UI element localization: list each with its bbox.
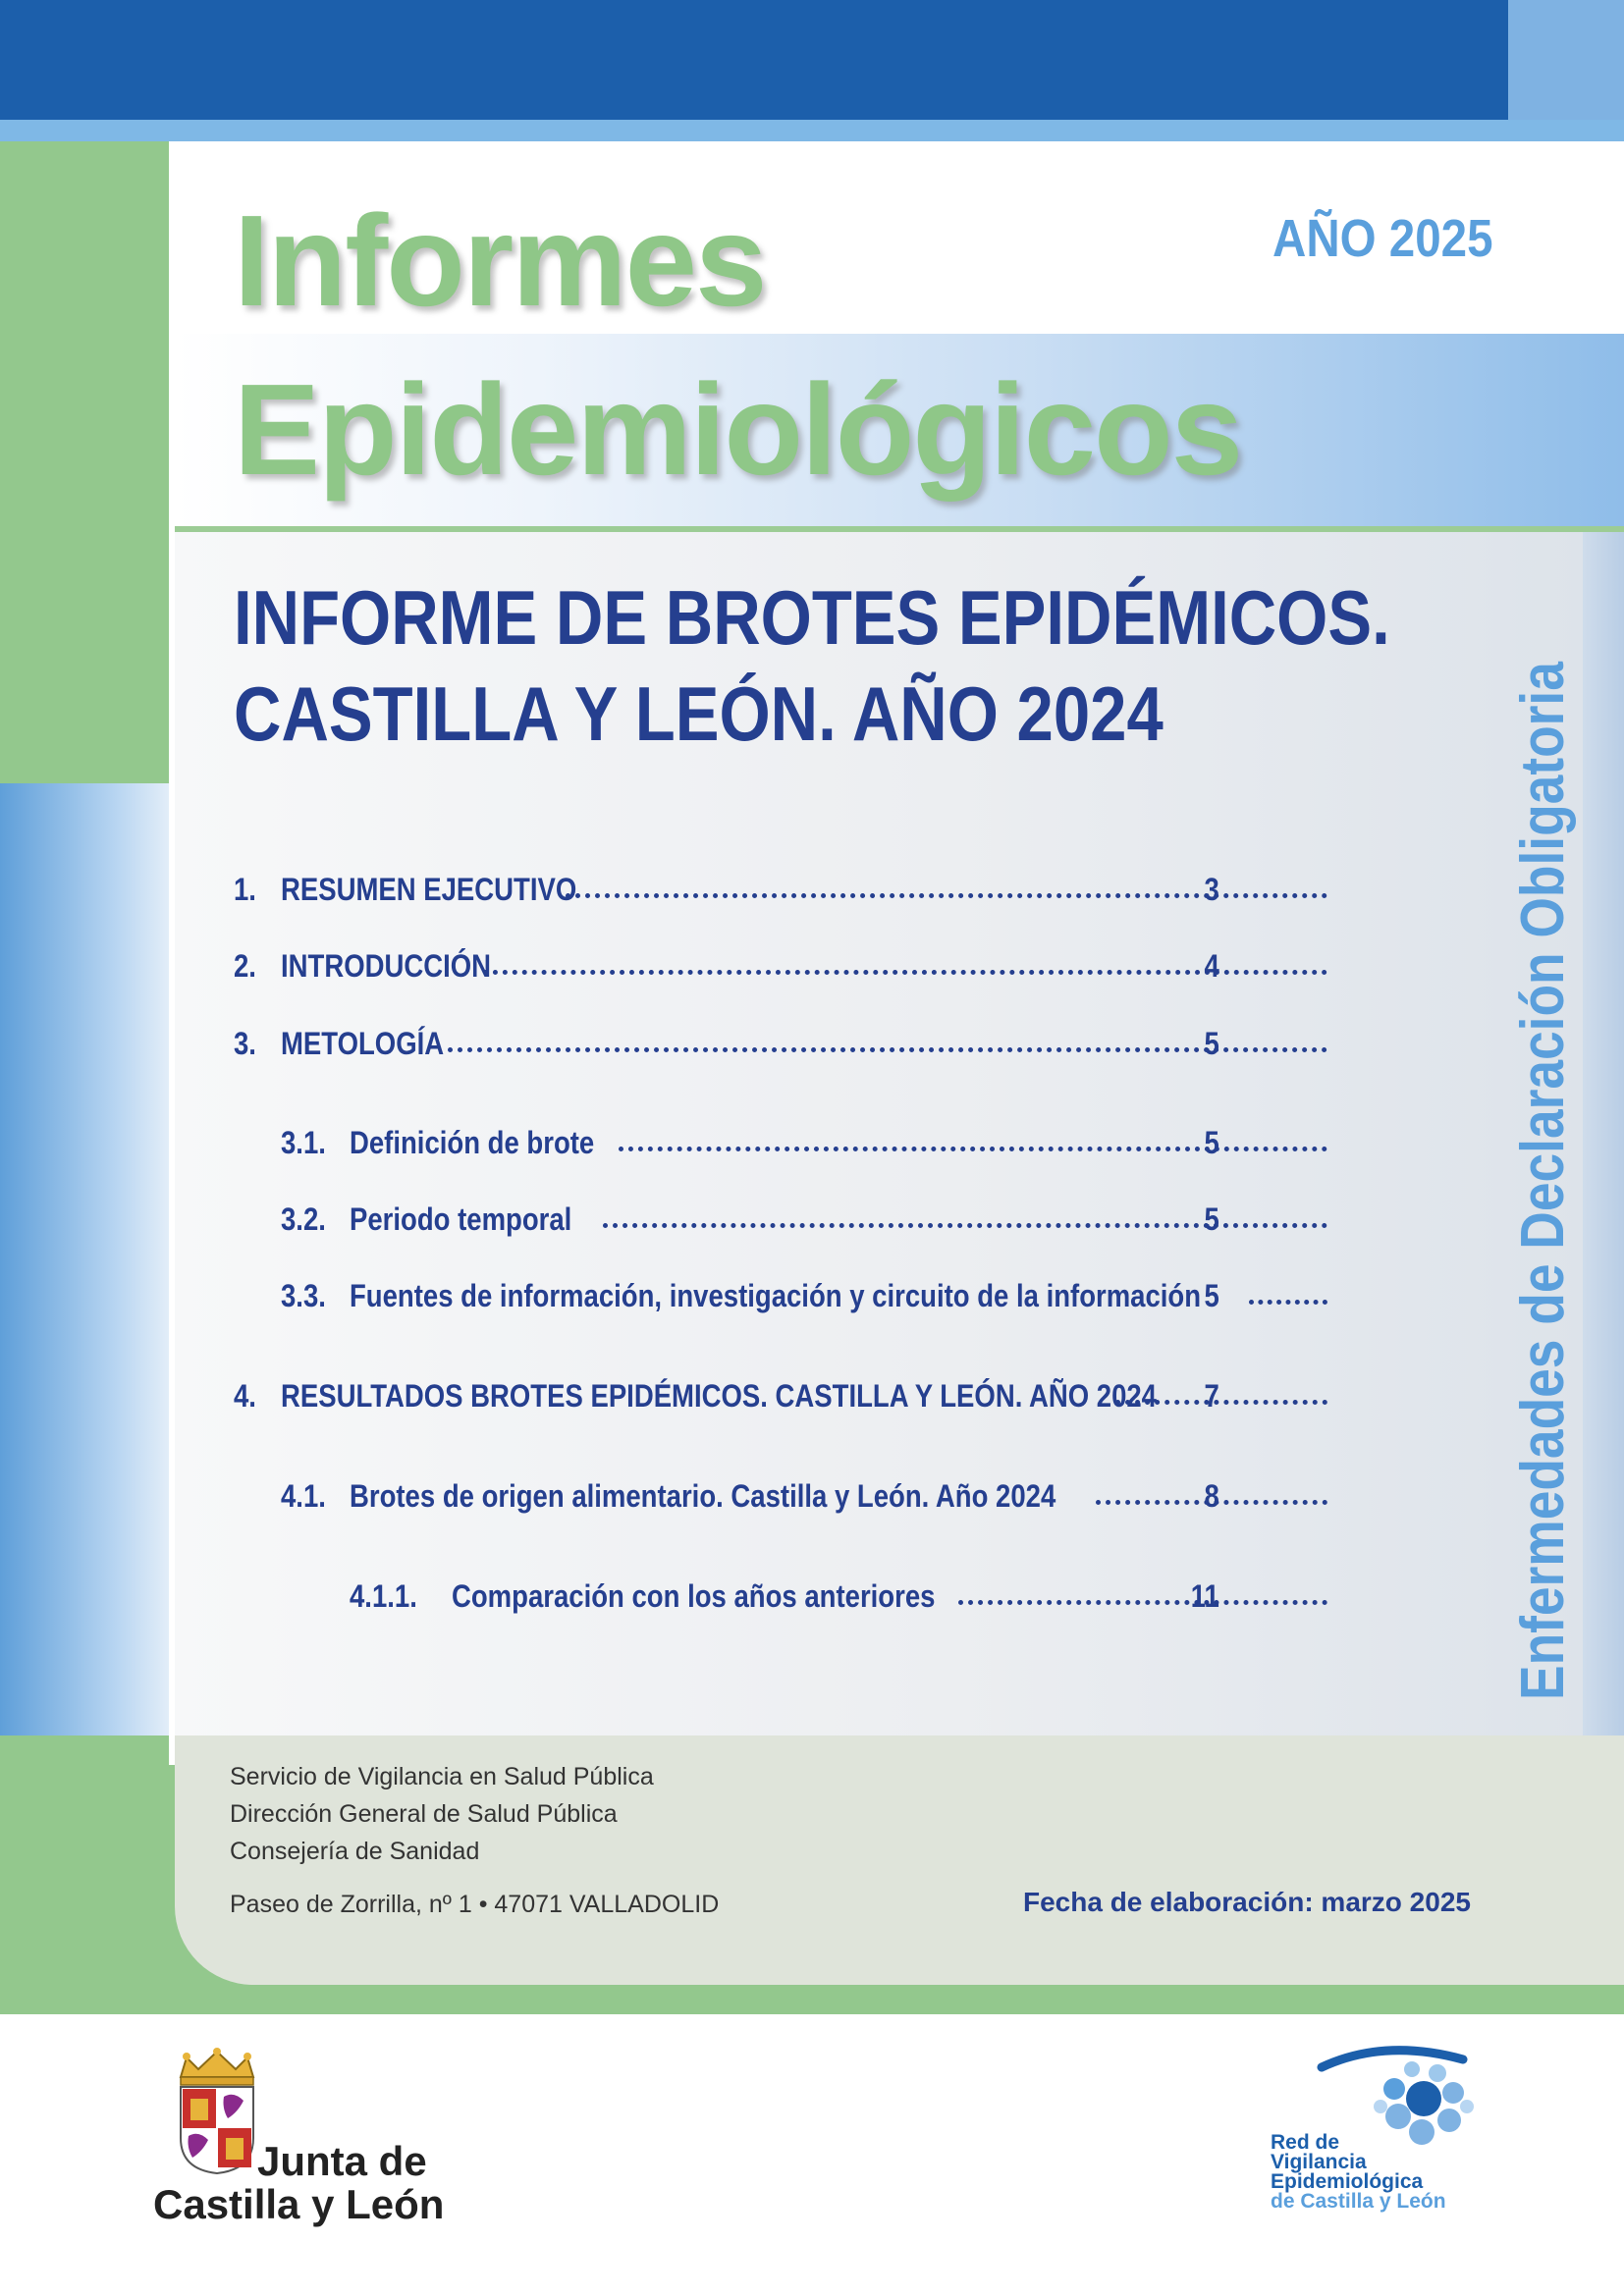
jcyl-logo-line2: Castilla y León [153,2181,445,2227]
toc-item-3-3[interactable] [0,1278,1424,1317]
toc-label: RESUMEN EJECUTIVO [281,872,577,907]
network-logo-line2: Vigilancia [1271,2151,1367,2173]
footer-service: Servicio de Vigilancia en Salud Pública [230,1763,654,1790]
toc-leader [1115,1400,1327,1405]
toc-page: 5 [1204,1278,1219,1313]
toc-page: 4 [1204,948,1219,984]
toc-item-2[interactable] [0,948,1424,988]
toc-number: 3. [234,1026,256,1061]
toc-page: 11 [1190,1578,1219,1614]
toc-number: 3.2. [281,1201,326,1237]
top-strip [0,120,1624,141]
toc-number: 4. [234,1378,256,1414]
footer-ministry: Consejería de Sanidad [230,1838,480,1865]
toc-item-3[interactable] [0,1026,1424,1065]
footer-address: Paseo de Zorrilla, nº 1 • 47071 VALLADOLID [230,1891,720,1918]
side-label [1508,493,1578,1700]
left-green-strip [0,141,175,783]
toc-label: METOLOGÍA [281,1026,445,1061]
toc-page: 5 [1204,1125,1219,1160]
coat-of-arms-icon [173,2048,261,2175]
toc-leader [619,1147,1327,1151]
footer-directorate: Dirección General de Salud Pública [230,1800,618,1828]
left-blue-strip [0,783,175,1765]
network-logo-line3: Epidemiológica [1271,2170,1424,2193]
side-label-text: Enfermedades de Declaración Obligatoria [1509,662,1577,1700]
toc-item-4-1[interactable] [0,1478,1424,1518]
top-banner [0,0,1508,120]
series-year: AÑO 2025 [1272,209,1493,268]
toc-item-4[interactable] [0,1378,1424,1417]
toc-label: Comparación con los años anteriores [452,1578,936,1614]
toc-page: 7 [1204,1378,1219,1414]
toc-number: 3.1. [281,1125,326,1160]
toc-page: 3 [1204,872,1219,907]
report-title-line1: INFORME DE BROTES EPIDÉMICOS. [234,574,1390,661]
toc-label: Definición de brote [350,1125,595,1160]
network-logo-line4: de Castilla y León [1271,2190,1446,2213]
toc-page: 8 [1204,1478,1219,1514]
panel-right-strip [1583,532,1624,1735]
toc-leader [448,1047,1327,1052]
jcyl-logo-line1: Junta de [257,2138,427,2184]
toc-label: Brotes de origen alimentario. Castilla y León. Año 2024 [350,1478,1056,1514]
toc-label: RESULTADOS BROTES EPIDÉMICOS. CASTILLA Y LEÓN. AÑO 2024 [281,1378,1157,1414]
toc-page: 5 [1204,1026,1219,1061]
toc-number: 2. [234,948,256,984]
toc-leader [483,970,1327,975]
toc-item-1[interactable] [0,872,1424,911]
report-title-line2: CASTILLA Y LEÓN. AÑO 2024 [234,670,1164,757]
series-title-line2: Epidemiológicos [234,357,1242,502]
series-title-line1: Informes [234,188,766,333]
toc-item-3-1[interactable] [0,1125,1424,1164]
network-logo-icon [1316,2038,1483,2165]
toc-label: Fuentes de información, investigación y circuito de la información [350,1278,1202,1313]
toc-number: 3.3. [281,1278,326,1313]
top-banner-accent [1508,0,1624,120]
toc-number: 4.1.1. [350,1578,417,1614]
report-title [234,569,1390,762]
toc-label: Periodo temporal [350,1201,572,1237]
toc-item-3-2[interactable] [0,1201,1424,1241]
toc-leader [958,1600,1327,1605]
toc-number: 1. [234,872,256,907]
network-logo-line1: Red de [1271,2131,1340,2154]
toc-page: 5 [1204,1201,1219,1237]
elaboration-date: Fecha de elaboración: marzo 2025 [1023,1887,1471,1917]
toc-leader [1249,1300,1327,1305]
toc-item-4-1-1[interactable] [0,1578,1424,1618]
toc-label: INTRODUCCIÓN [281,948,492,984]
toc-number: 4.1. [281,1478,326,1514]
